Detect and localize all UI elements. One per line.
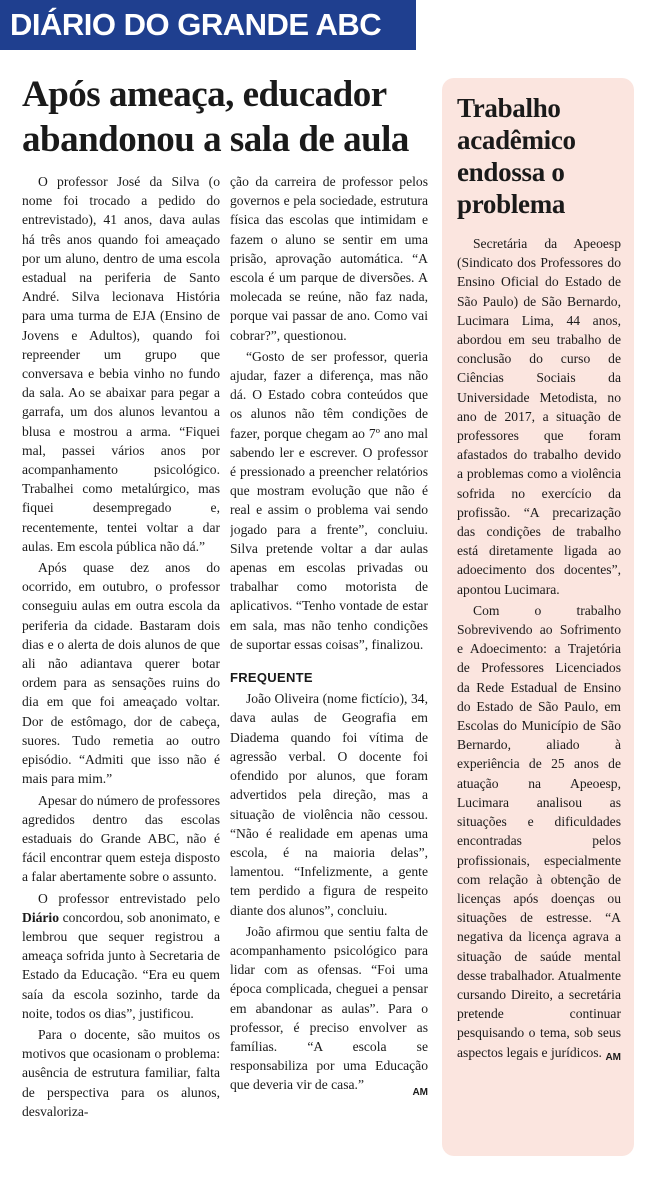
article-column-1 [22, 172, 220, 1184]
masthead-logo [0, 0, 416, 50]
author-signoff: AM [412, 1086, 428, 1098]
sidebar-title: Trabalho acadêmico endossa o problema [457, 93, 576, 219]
masthead-title: DIÁRIO DO GRANDE ABC [10, 7, 382, 42]
sidebar-signoff: AM [605, 1051, 621, 1063]
paragraph-text: concordou, sob anonimato, e lembrou que sequer registrou a ameaça sofrida junto à Secretaria de Estado da Educação. “Era eu quem saía da escola sozinho, tarde da noite, todos os dias”, justificou. [22, 909, 220, 1021]
article-headline: Após ameaça, educador abandonou a sala de aula [22, 74, 409, 160]
article-paragraph: Para o docente, são muitos os motivos que ocasionam o problema: ausência de estrutura familiar, falta de perspectiva para os alunos, desvaloriza- [22, 1026, 220, 1119]
article-paragraph [22, 889, 220, 1023]
article-paragraph: O professor José da Silva (o nome foi trocado a pedido do entrevistado), 41 anos, dava aulas há três anos quando foi ameaçado por um aluno, dentro de uma escola estadual na periferia de Santo André. Silva lecionava História para uma turma de EJA (Ensino de Jovens e Adultos), quando foi repreender um grupo que conversava e bebia vinho no fundo da sala. Ao se abaixar para pegar a garrafa, um dos alunos levantou a blusa e mostrou a arma. “Fiquei mal, passei vários anos por acompanhamento psicológico. Trabalhei como metalúrgico, mas fiquei desempregado e, recentemente, tentei voltar a dar aulas. Em escola pública não dá.” [22, 174, 220, 554]
article-paragraph: Após quase dez anos do ocorrido, em outubro, o professor conseguiu aulas em outra escola da periferia da cidade. Bastaram dois dias e o alerta de dois alunos de que ali não adiantava querer botar ordem para as sensações ruins do dia em que foi ameaçado voltar. Dor de estômago, dor de cabeça, suores. Tudo remetia ao outro episódio. “Admiti que isso não é mais para mim.” [22, 560, 220, 787]
sidebar-body [457, 234, 621, 1067]
article-paragraph: João afirmou que sentiu falta de acompanhamento psicológico para lidar com as ofensas. “Foi uma época complicada, cheguei a pensar em abandonar as aulas”. Para o professor, é preciso envolver as famílias. “A escola se responsabiliza por uma Educação que deveria vir de casa.” [230, 923, 428, 1093]
sidebar-paragraph: Secretária da Apeoesp (Sindicato dos Professores do Ensino Oficial do Estado de São Paulo) de São Bernardo, Lucimara Lima, 44 anos, abordou em seu trabalho de conclusão do curso de Ciências Sociais da Universidade Metodista, no ano de 2017, a situação de professores que foram afastados do trabalho devido a problemas como a violência sofrida no exercício da profissão. “A precarização das condições de trabalho está diretamente ligada ao adoecimento dos docentes”, apontou Lucimara. [457, 236, 621, 597]
article-paragraph: “Gosto de ser professor, queria ajudar, fazer a diferença, mas não dá. O Estado cobra conteúdos que os alunos não têm condições de fazer, porque chegam ao 7º ano mal sabendo ler e escrever. O professor é pressionado a preencher relatórios que mostram evolução que não é real e assim o problema vai sendo jogado para a frente”, concluiu. Silva pretende voltar a dar aulas apenas em escolas privadas ou trabalhar como motorista de aplicativos. “Tenho vontade de estar em sala, mas não tenho condições de suportar essas coisas”, finalizou. [230, 348, 428, 652]
paragraph-text: O professor entrevistado pelo [38, 890, 220, 906]
newspaper-name-bold: Diário [22, 909, 59, 925]
article-column-2 [230, 172, 428, 1184]
article-paragraph: João Oliveira (nome fictício), 34, dava aulas de Geografia em Diadema quando foi vítima de agressão verbal. O docente foi ofendido por alunos, que foram advertidos pela direção, mas a situação de violência não cessou. “Não é realidade em apenas uma escola, é na maioria delas”, lamentou. “Infelizmente, a gente tem perdido a figura de respeito diante dos alunos”, concluiu. [230, 691, 428, 918]
article-paragraph: ção da carreira de professor pelos governos e pela sociedade, estrutura física das escolas que intimidam e fazem o aluno se sentir em uma prisão, aprovação automática. “A escola é um parque de diversões. A molecada se reúne, não faz nada, porque vai passar de ano. Como vai cobrar?”, questionou. [230, 174, 428, 343]
section-subhead: FREQUENTE [230, 670, 313, 686]
sidebar-paragraph: Com o trabalho Sobrevivendo ao Sofrimento e Adoecimento: a Trajetória de Professores Licenciados da Rede Estadual de Ensino do Estado de São Paulo, em Escolas do Município de São Bernardo, aliado à experiência de 25 anos de atuação na Apeoesp, Lucimara analisou as situações e dificuldades encontradas pelos profissionais, especialmente com relação à obtenção de licenças após doenças ou situações de estresse. “A negativa da licença agrava a situação de saúde mental desse trabalhador. Atualmente cursando Direito, a secretária pretende continuar pesquisando o tema, sob seus aspectos legais e jurídicos. [457, 602, 621, 1060]
article-paragraph: Apesar do número de professores agredidos dentro das escolas estaduais do Grande ABC, não é fácil encontrar quem esteja disposto a falar abertamente sobre o assunto. [22, 792, 220, 885]
sidebar-box [442, 78, 634, 1156]
